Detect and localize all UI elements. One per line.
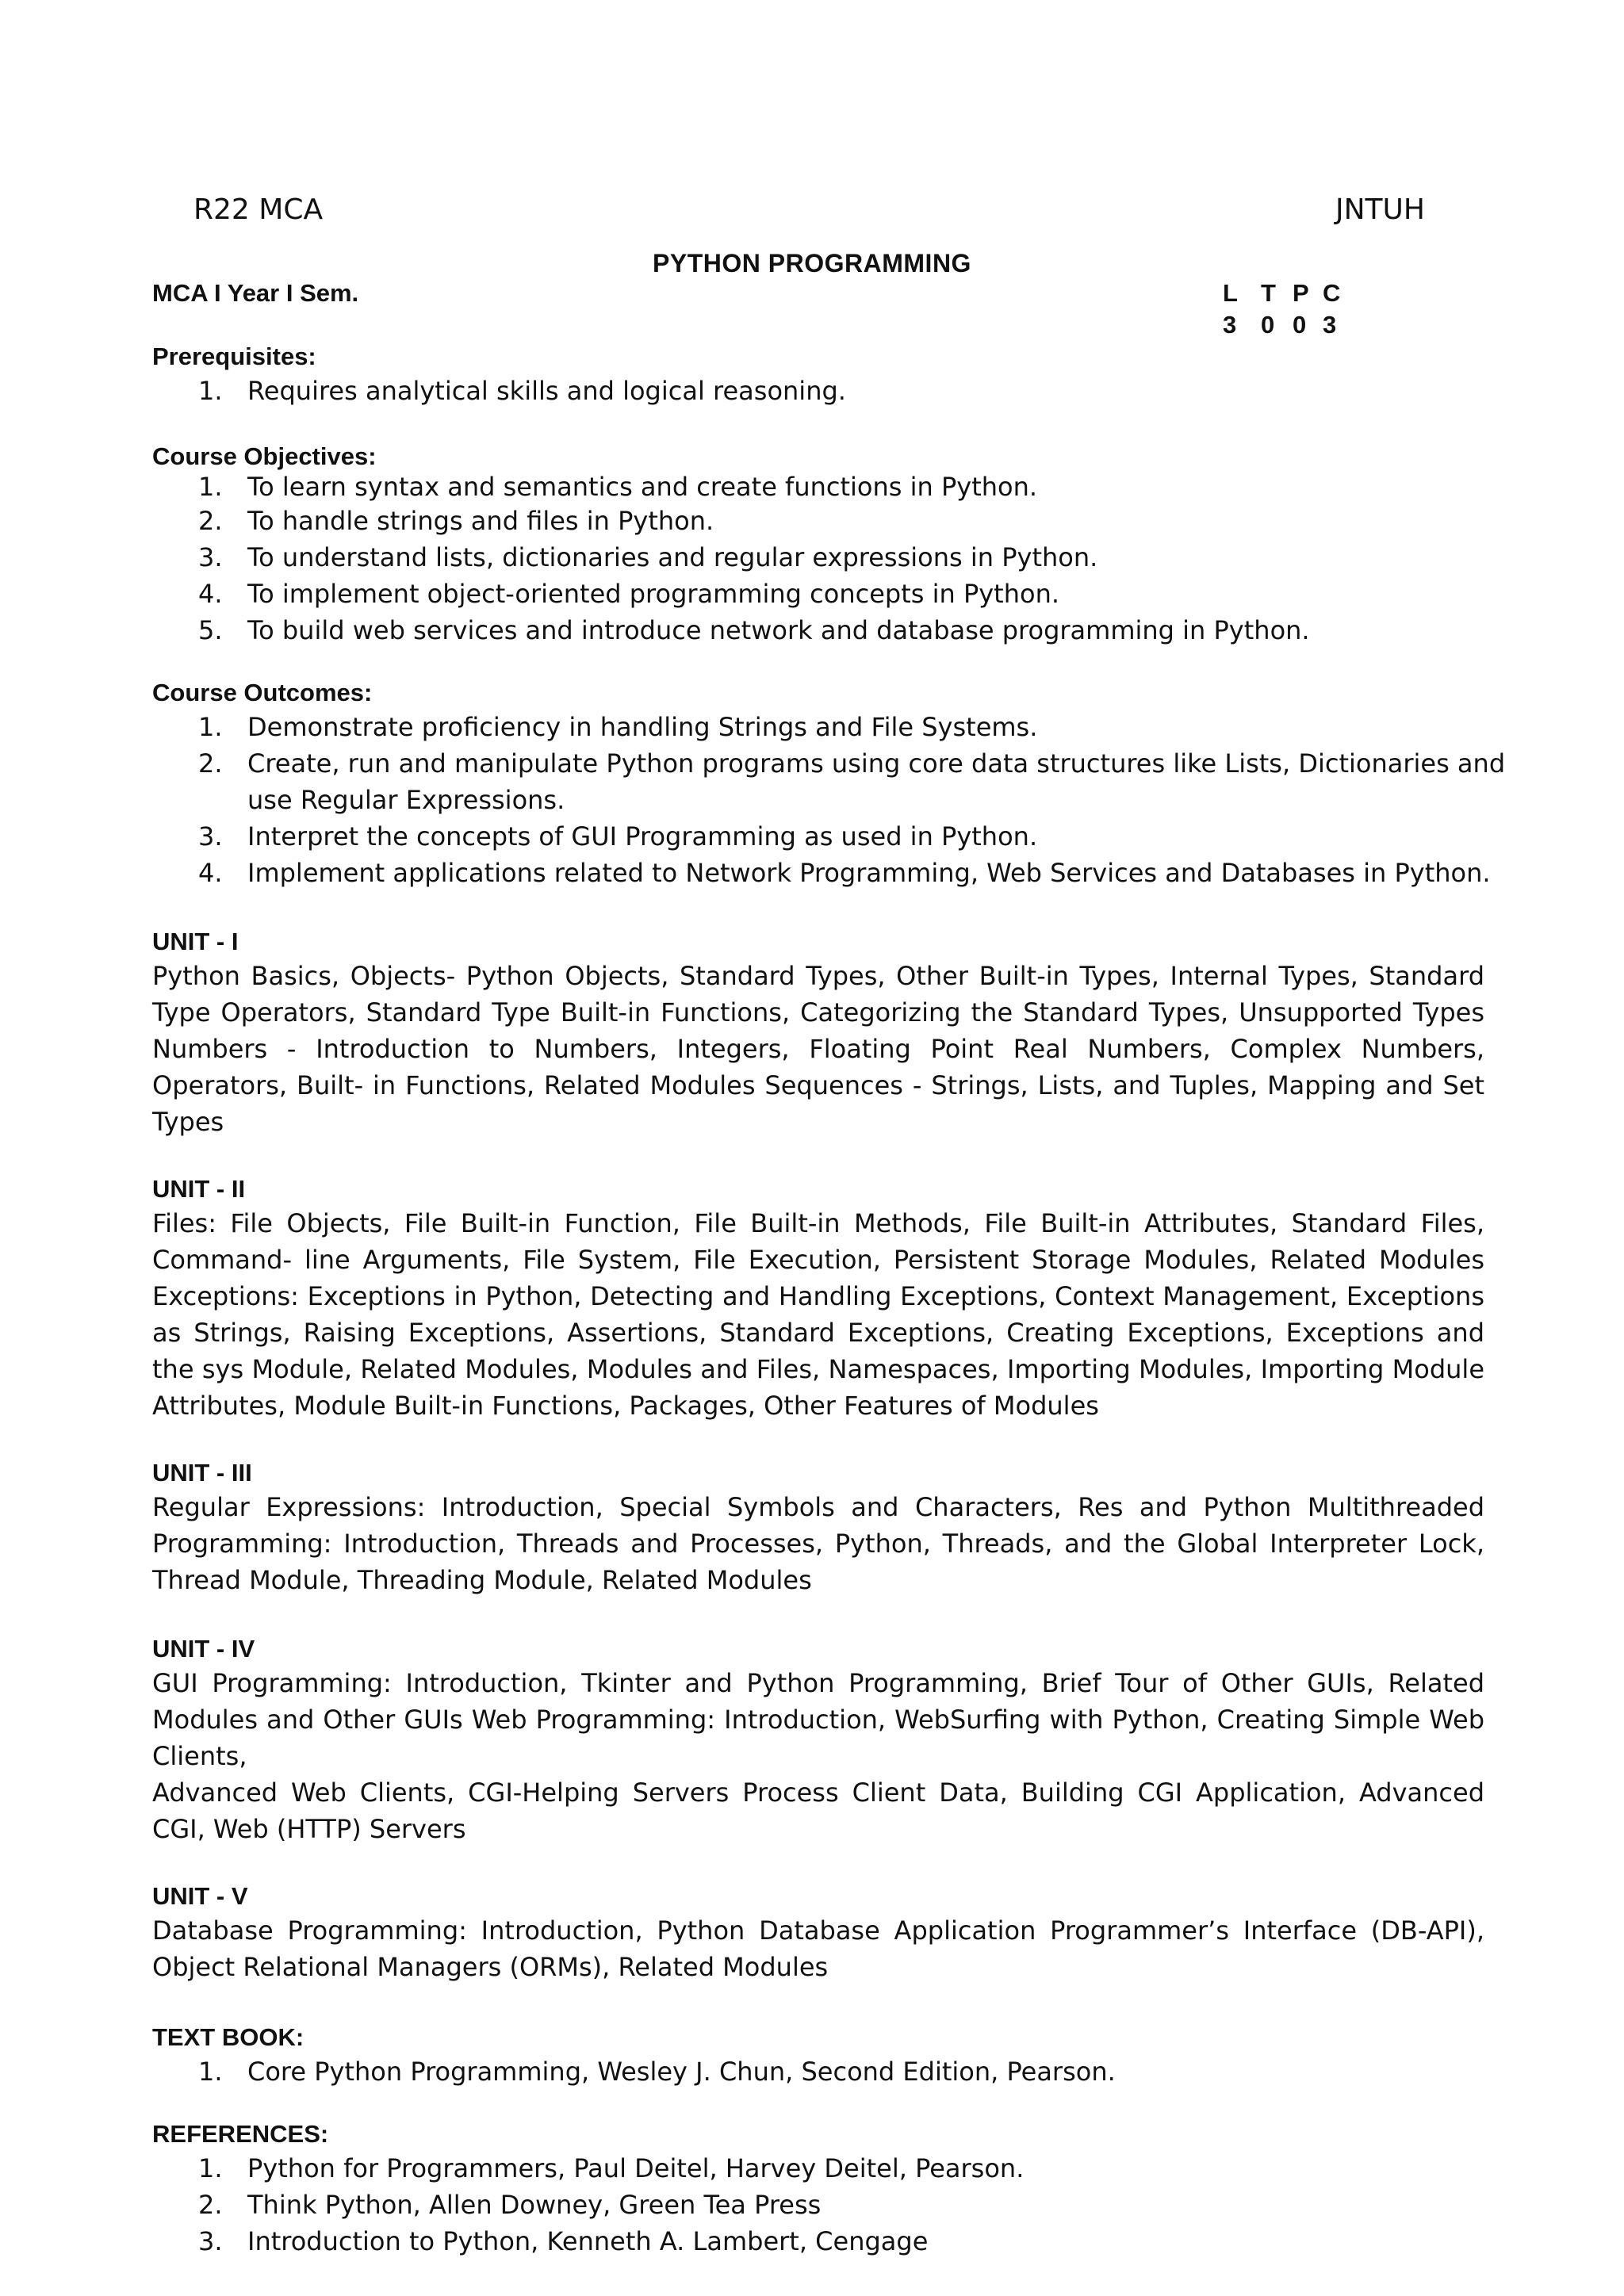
list-item: 2. To handle strings and files in Python. bbox=[198, 506, 714, 536]
list-item: 5. To build web services and introduce network and database programming in Python. bbox=[198, 615, 1310, 645]
references-heading: REFERENCES: bbox=[152, 2120, 329, 2148]
ltpc-value-c: 3 bbox=[1323, 311, 1337, 339]
list-item: 1. Python for Programmers, Paul Deitel, Harvey Deitel, Pearson. bbox=[198, 2153, 1025, 2183]
ltpc-label-t: T bbox=[1261, 279, 1276, 307]
ltpc-label-l: L bbox=[1223, 279, 1238, 307]
objectives-list bbox=[198, 471, 1310, 649]
list-item: 2. Create, run and manipulate Python programs using core data structures like Lists, Dictionaries and use Regular Expressions. bbox=[198, 748, 1506, 815]
unit-3-heading: UNIT - III bbox=[152, 1459, 252, 1487]
references-list bbox=[198, 2150, 1024, 2260]
unit-2-heading: UNIT - II bbox=[152, 1175, 246, 1203]
list-item: 4. To implement object-oriented programming concepts in Python. bbox=[198, 579, 1060, 609]
unit-4-heading: UNIT - IV bbox=[152, 1635, 255, 1663]
ltpc-values bbox=[1223, 311, 1350, 339]
course-title: PYTHON PROGRAMMING bbox=[653, 249, 971, 277]
list-item: 4. Implement applications related to Network Programming, Web Services and Databases in Python. bbox=[198, 858, 1491, 888]
regulation-label: R22 MCA bbox=[193, 193, 324, 226]
textbook-heading: TEXT BOOK: bbox=[152, 2023, 304, 2051]
semester-label: MCA I Year I Sem. bbox=[152, 279, 359, 307]
unit-5-content: Database Programming: Introduction, Python Database Application Programmer’s Interface (DB-API), Object Relational Managers (ORMs), Related Modules bbox=[152, 1915, 1484, 1982]
list-item: 2. Think Python, Allen Downey, Green Tea Press bbox=[198, 2190, 822, 2220]
ltpc-value-t: 0 bbox=[1261, 311, 1275, 339]
unit-1-heading: UNIT - I bbox=[152, 928, 239, 955]
outcomes-heading: Course Outcomes: bbox=[152, 679, 373, 706]
objectives-heading: Course Objectives: bbox=[152, 442, 377, 470]
unit-5-heading: UNIT - V bbox=[152, 1882, 248, 1910]
unit-1-content: Python Basics, Objects- Python Objects, Standard Types, Other Built-in Types, Internal Types, Standard Type Operators, Standard Type Built-in Functions, Categorizing the Standard Types, Unsupported Types Numbers - Introduction to Numbers, Integers, Floating Point Real Numbers, Complex Numbers, Operators, Built- in Functions, Related Modules Sequences - Strings, Lists, and Tuples, Mapping and Set Types bbox=[152, 961, 1484, 1137]
list-item: 3. Interpret the concepts of GUI Programming as used in Python. bbox=[198, 821, 1038, 851]
list-item: 3. To understand lists, dictionaries and regular expressions in Python. bbox=[198, 542, 1098, 572]
list-item: 1. Core Python Programming, Wesley J. Chun, Second Edition, Pearson. bbox=[198, 2057, 1116, 2087]
ltpc-value-p: 0 bbox=[1293, 311, 1307, 339]
list-item: 1. To learn syntax and semantics and create functions in Python. bbox=[198, 472, 1038, 502]
university-label: JNTUH bbox=[1335, 193, 1425, 226]
prerequisites-list bbox=[198, 373, 846, 409]
ltpc-value-l: 3 bbox=[1223, 311, 1237, 339]
outcomes-list bbox=[198, 709, 1507, 891]
list-item: 1. Demonstrate proficiency in handling Strings and File Systems. bbox=[198, 712, 1038, 742]
unit-3-content: Regular Expressions: Introduction, Special Symbols and Characters, Res and Python Multithreaded Programming: Introduction, Threads and Processes, Python, Threads, and the Global Interpreter Lock, Thread Module, Threading Module, Related Modules bbox=[152, 1492, 1484, 1595]
unit-4-content: GUI Programming: Introduction, Tkinter and Python Programming, Brief Tour of Other GUIs, Related Modules and Other GUIs Web Programming: Introduction, WebSurfing with Python, Creating Simple Web Clients, bbox=[152, 1668, 1484, 1771]
list-item: 1. Requires analytical skills and logical reasoning. bbox=[198, 376, 846, 406]
unit-2-content: Files: File Objects, File Built-in Function, File Built-in Methods, File Built-in Attributes, Standard Files, Command- line Arguments, File System, File Execution, Persistent Storage Modules, Related Modules Exceptions: Exceptions in Python, Detecting and Handling Exceptions, Context Management, Exceptions as Strings, Raising Exceptions, Assertions, Standard Exceptions, Creating Exceptions, Exceptions and the sys Module, Related Modules, Modules and Files, Namespaces, Importing Modules, Importing Module Attributes, Module Built-in Functions, Packages, Other Features of Modules bbox=[152, 1208, 1484, 1421]
ltpc-label-p: P bbox=[1293, 279, 1309, 307]
ltpc-label-c: C bbox=[1323, 279, 1341, 307]
list-item: 3. Introduction to Python, Kenneth A. Lambert, Cengage bbox=[198, 2226, 929, 2256]
prerequisites-heading: Prerequisites: bbox=[152, 342, 316, 370]
textbook-list bbox=[198, 2053, 1116, 2090]
ltpc-header bbox=[1223, 279, 1350, 308]
unit-4-content-continued: Advanced Web Clients, CGI-Helping Servers Process Client Data, Building CGI Application, Advanced CGI, Web (HTTP) Servers bbox=[152, 1777, 1484, 1844]
